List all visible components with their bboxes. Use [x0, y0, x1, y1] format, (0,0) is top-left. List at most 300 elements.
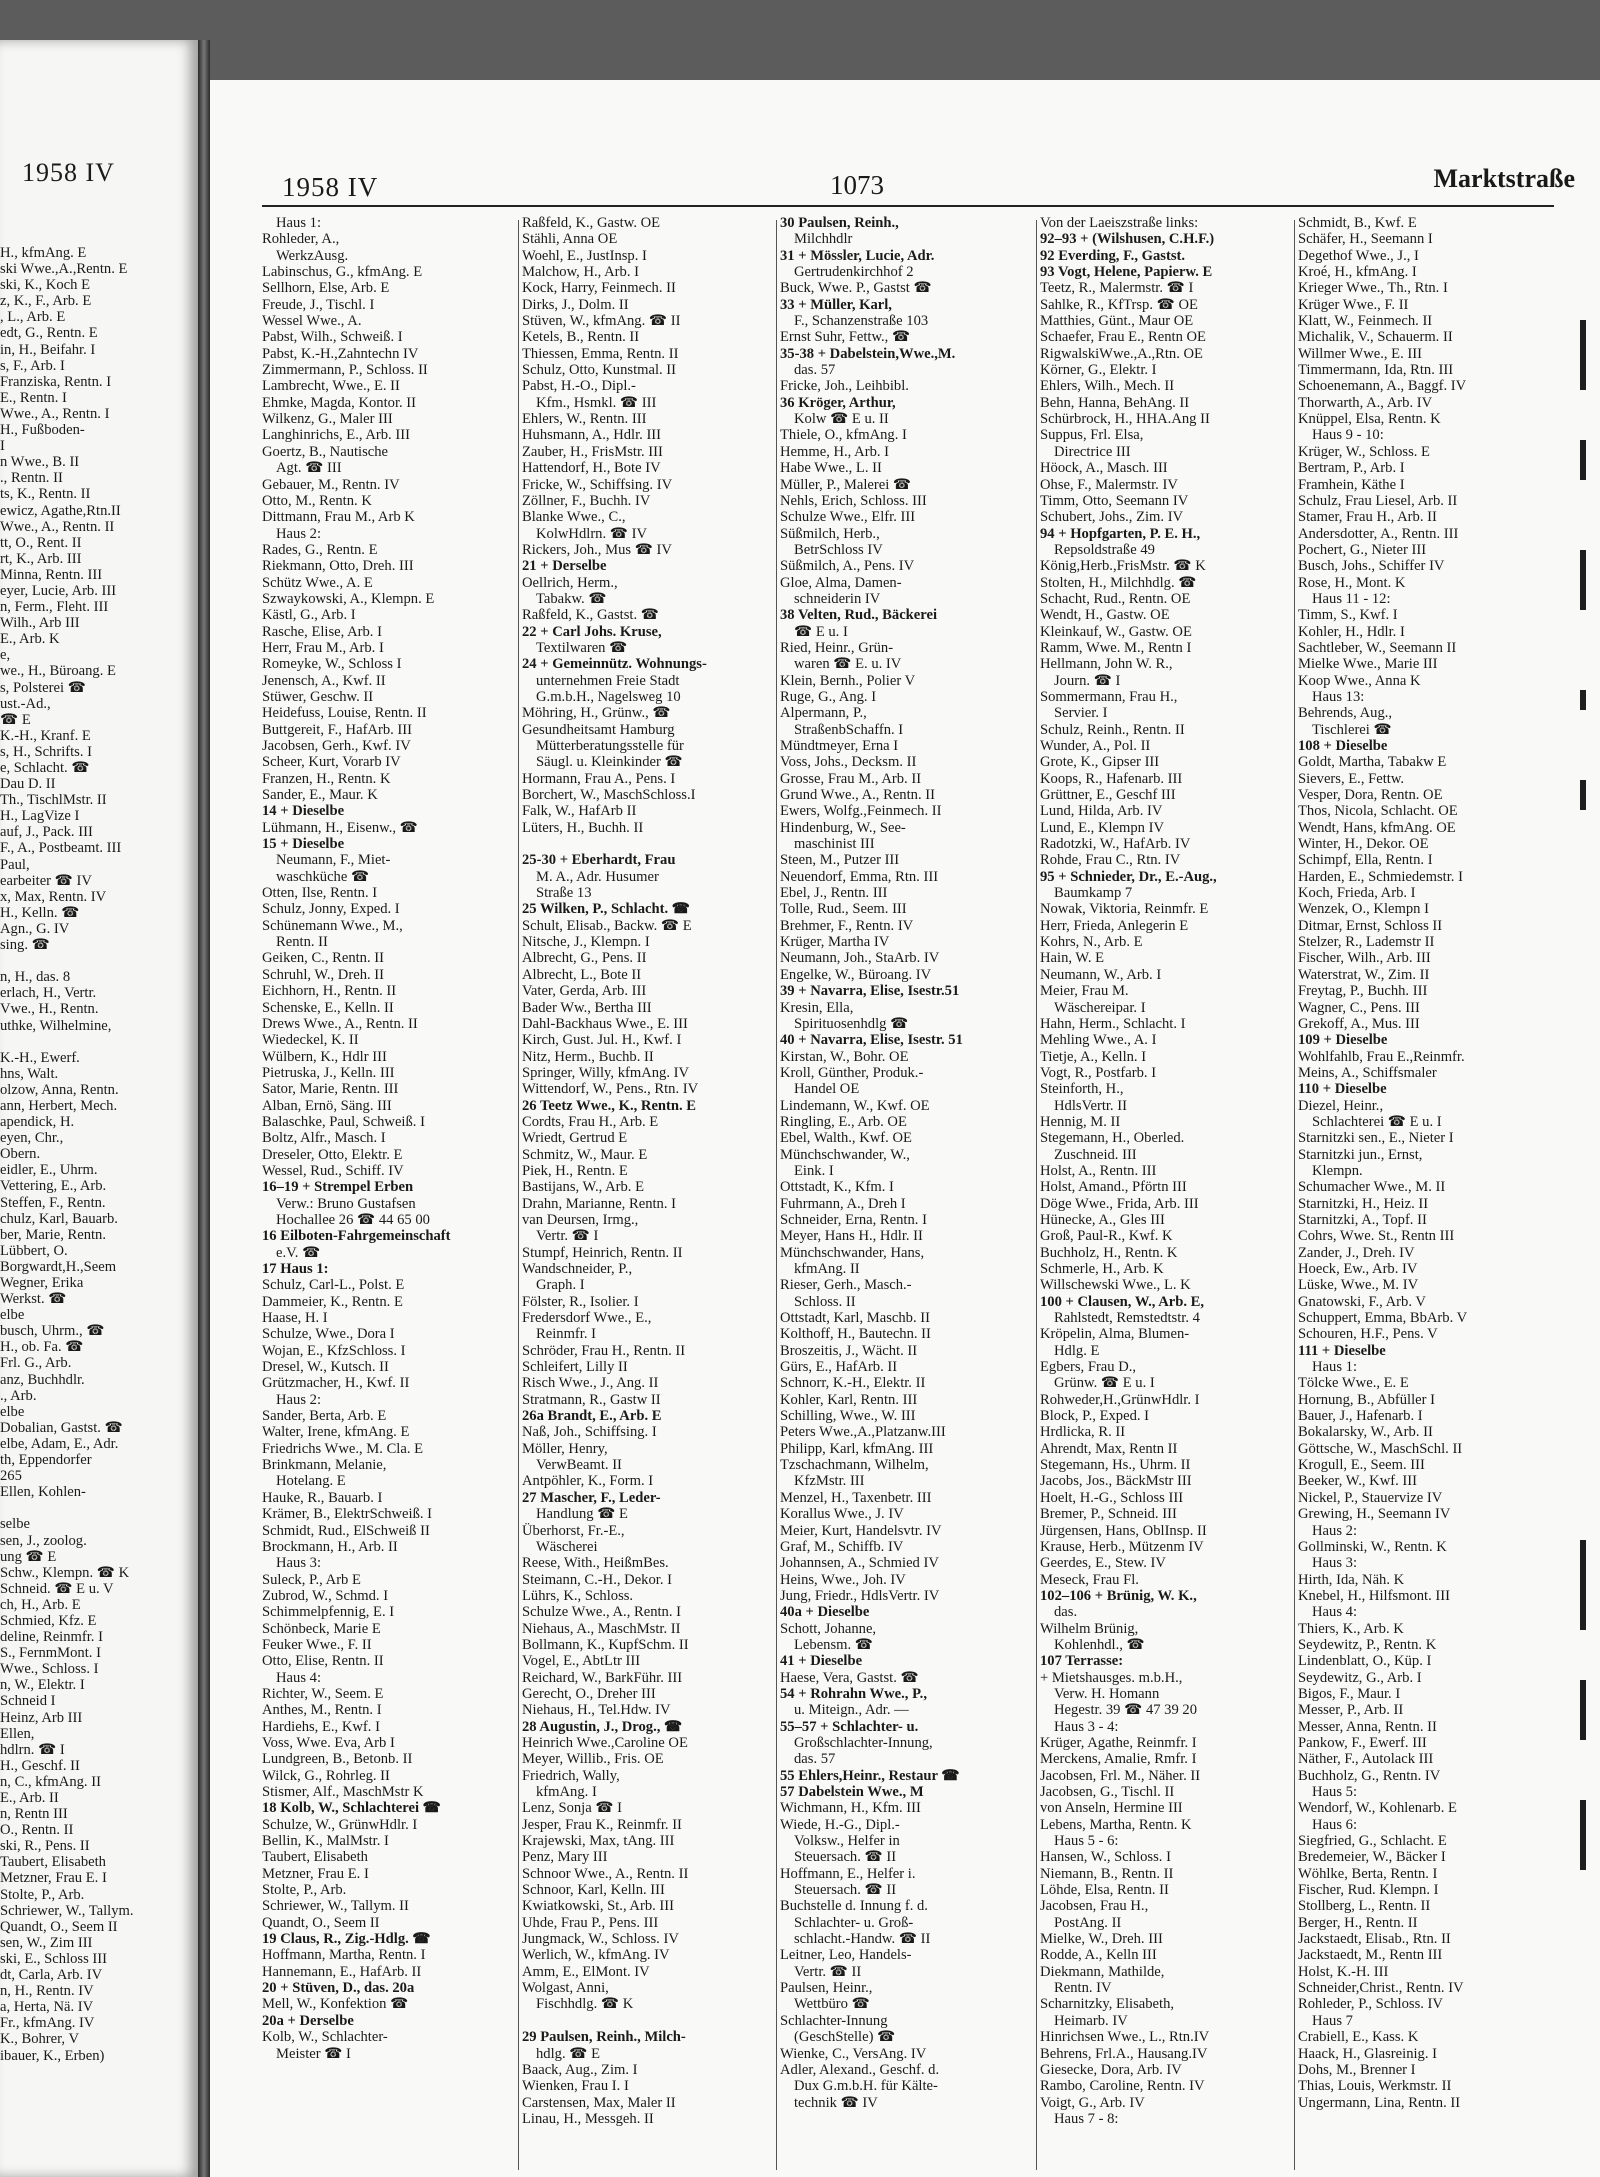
- left-page-line: n, C., kfmAng. II: [0, 1773, 101, 1790]
- directory-entry: Meier, Kurt, Handelsvtr. IV: [780, 1522, 942, 1539]
- directory-entry: Voss, Johs., Decksm. II: [780, 754, 917, 771]
- directory-entry: Nehls, Erich, Schloss. III: [780, 492, 927, 509]
- directory-entry: Mell, W., Konfektion ☎: [262, 1996, 409, 2013]
- directory-entry: Schulz, Reinh., Rentn. II: [1040, 721, 1185, 738]
- directory-entry: Adler, Alexand., Geschf. d.: [780, 2061, 940, 2078]
- directory-entry: Gertrudenkirchhof 2: [794, 264, 914, 281]
- directory-entry: Kroll, Günther, Produk.-: [780, 1064, 924, 1081]
- left-page-line: sen, J., zoolog.: [0, 1532, 87, 1549]
- directory-entry: Haus 2:: [1312, 1522, 1357, 1539]
- left-page-line: H., Geschf. II: [0, 1757, 80, 1774]
- directory-entry: Döge Wwe., Frida, Arb. III: [1040, 1195, 1199, 1212]
- directory-entry: Cohrs, Wwe. St., Rentn III: [1298, 1228, 1455, 1245]
- left-page-line: Agn., G. IV: [0, 920, 70, 937]
- directory-entry: Matthies, Günt., Maur OE: [1040, 313, 1194, 330]
- directory-entry: Rodde, A., Kelln III: [1040, 1947, 1157, 1964]
- directory-entry: Hinrichsen Wwe., L., Rtn.IV: [1040, 2029, 1210, 2046]
- directory-entry: Framhein, Käthe I: [1298, 476, 1405, 493]
- directory-entry: Taubert, Elisabeth: [262, 1849, 368, 1866]
- left-page-line: [0, 1500, 192, 1516]
- directory-entry: Thiele, O., kfmAng. I: [780, 427, 907, 444]
- directory-entry: Jacobs, Jos., BäckMstr III: [1040, 1473, 1192, 1490]
- directory-entry: [522, 2013, 772, 2029]
- directory-entry: Winter, H., Dekor. OE: [1298, 836, 1429, 853]
- directory-entry: F., Schanzenstraße 103: [794, 313, 929, 330]
- directory-entry: Gnatowski, F., Arb. V: [1298, 1293, 1426, 1310]
- directory-entry: Lebensm. ☎: [794, 1636, 873, 1653]
- directory-entry: Otto, Elise, Rentn. II: [262, 1653, 384, 1670]
- directory-entry: Sahlke, R., KfTrsp. ☎ OE: [1040, 296, 1198, 313]
- left-page-line: ust.-Ad.,: [0, 695, 51, 712]
- directory-entry: Schulz, Frau Liesel, Arb. II: [1298, 492, 1458, 509]
- directory-entry: 16–19 + Strempel Erben: [262, 1179, 414, 1196]
- directory-entry: Wendt, H., Gastw. OE: [1040, 607, 1170, 624]
- directory-entry: Timm, Otto, Seemann IV: [1040, 492, 1189, 509]
- column-divider: [1036, 220, 1037, 2170]
- directory-entry: Rieser, Gerh., Masch.-: [780, 1277, 912, 1294]
- directory-entry: Löhde, Elsa, Rentn. II: [1040, 1882, 1169, 1899]
- directory-entry: Pabst, Wilh., Schweiß. I: [262, 329, 403, 346]
- left-page-line: H., ob. Fa. ☎: [0, 1339, 84, 1356]
- directory-entry: Grote, K., Gipser III: [1040, 754, 1160, 771]
- directory-entry: Sander, E., Maur. K: [262, 787, 378, 804]
- directory-entry: Vogel, E., AbtLtr III: [522, 1653, 641, 1670]
- directory-entry: Wichmann, H., Kfm. III: [780, 1800, 921, 1817]
- directory-entry: Meseck, Frau Fl.: [1040, 1571, 1139, 1588]
- directory-entry: 40 + Navarra, Elise, Isestr. 51: [780, 1032, 963, 1049]
- left-page-line: ibauer, K., Erben): [0, 2047, 105, 2064]
- directory-entry: Vertr. ☎ I: [536, 1228, 599, 1245]
- left-page-line: Schneid. ☎ E u. V: [0, 1580, 114, 1597]
- directory-entry: Rickers, Joh., Mus ☎ IV: [522, 541, 672, 558]
- directory-entry: Michalik, V., Schauerm. II: [1298, 329, 1453, 346]
- left-page-line: Franziska, Rentn. I: [0, 373, 112, 390]
- directory-entry: Gollminski, W., Rentn. K: [1298, 1538, 1447, 1555]
- left-page-line: tt, O., Rent. II: [0, 534, 82, 551]
- directory-entry: Freytag, P., Buchh. III: [1298, 983, 1428, 1000]
- directory-entry: Rohde, Frau C., Rtn. IV: [1040, 852, 1181, 869]
- directory-column-4: [1040, 215, 1290, 2175]
- directory-entry: Tischlerei ☎: [1312, 721, 1392, 738]
- page-number: 1073: [830, 170, 884, 200]
- directory-entry: Holst, K.-H. III: [1298, 1963, 1389, 1980]
- directory-entry: Langhinrichs, E., Arb. III: [262, 427, 410, 444]
- directory-entry: Niehaus, A., MaschMstr. II: [522, 1620, 681, 1637]
- directory-entry: Holst, A., Rentn. III: [1040, 1162, 1157, 1179]
- directory-entry: Kohrs, N., Arb. E: [1040, 934, 1143, 951]
- left-page: [0, 40, 198, 2177]
- left-page-line: elbe, Adam, E., Adr.: [0, 1435, 119, 1452]
- directory-entry: Carstensen, Max, Maler II: [522, 2094, 676, 2111]
- directory-entry: Hahn, Herm., Schlacht. I: [1040, 1015, 1186, 1032]
- left-page-line: [0, 1034, 192, 1050]
- directory-entry: Boltz, Alfr., Masch. I: [262, 1130, 386, 1147]
- directory-entry: Schaefer, Frau E., Rentn OE: [1040, 329, 1206, 346]
- left-page-line: Stolte, P., Arb.: [0, 1886, 85, 1903]
- directory-entry: Stähli, Anna OE: [522, 231, 618, 248]
- left-page-line: 265: [0, 1468, 22, 1485]
- directory-entry: Timm, S., Kwf. I: [1298, 607, 1398, 624]
- directory-entry: Knüppel, Elsa, Rentn. K: [1298, 411, 1441, 428]
- directory-entry: Überhorst, Fr.-E.,: [522, 1522, 625, 1539]
- directory-entry: Nickel, P., Stauervize IV: [1298, 1489, 1443, 1506]
- directory-entry: Haus 11 - 12:: [1312, 590, 1391, 607]
- directory-entry: + Mietshausges. m.b.H.,: [1040, 1669, 1183, 1686]
- directory-entry: 18 Kolb, W., Schlachterei ☎: [262, 1800, 441, 1817]
- left-page-line: n, Rentn III: [0, 1806, 68, 1823]
- left-page-line: ski, E., Schloss III: [0, 1950, 108, 1967]
- directory-entry: waschküche ☎: [276, 868, 370, 885]
- directory-entry: Brockmann, H., Arb. II: [262, 1538, 398, 1555]
- directory-entry: Rohleder, A.,: [262, 231, 340, 248]
- directory-entry: 40a + Dieselbe: [780, 1604, 870, 1621]
- directory-entry: Ungermann, Lina, Rentn. II: [1298, 2094, 1461, 2111]
- directory-entry: Grützmacher, H., Kwf. II: [262, 1375, 410, 1392]
- left-page-line: ., Rentn. II: [0, 470, 63, 487]
- left-page-line: O., Rentn. II: [0, 1822, 74, 1839]
- directory-entry: Willmer Wwe., E. III: [1298, 345, 1422, 362]
- directory-entry: Haus 7 - 8:: [1054, 2110, 1119, 2127]
- directory-entry: Menzel, H., Taxenbetr. III: [780, 1489, 932, 1506]
- left-page-line: K.-H., Kranf. E: [0, 727, 91, 744]
- directory-entry: Gürs, E., HafArb. II: [780, 1359, 898, 1376]
- directory-entry: Agt. ☎ III: [276, 460, 342, 477]
- left-page-line: elbe: [0, 1307, 25, 1324]
- directory-entry: 111 + Dieselbe: [1298, 1342, 1386, 1359]
- directory-entry: waren ☎ E. u. IV: [794, 656, 902, 673]
- directory-entry: Merckens, Amalie, Rmfr. I: [1040, 1751, 1197, 1768]
- directory-entry: Jesper, Frau K., Reinmfr. II: [522, 1816, 682, 1833]
- directory-entry: Nowak, Viktoria, Reinmfr. E: [1040, 901, 1209, 918]
- directory-entry: Wunder, A., Pol. II: [1040, 738, 1151, 754]
- directory-entry: Scharnitzky, Elisabeth,: [1040, 1996, 1175, 2013]
- directory-entry: Messer, P., Arb. II: [1298, 1702, 1404, 1719]
- directory-entry: Behrends, Aug.,: [1298, 705, 1393, 722]
- directory-entry: Behn, Hanna, BehAng. II: [1040, 394, 1190, 411]
- directory-entry: Penz, Mary III: [522, 1849, 608, 1866]
- directory-entry: Kock, Harry, Feinmech. II: [522, 280, 676, 297]
- directory-entry: Goertz, B., Nautische: [262, 443, 389, 460]
- left-page-line: K., Bohrer, V: [0, 2031, 79, 2048]
- directory-entry: Knebel, H., Hilfsmont. III: [1298, 1587, 1450, 1604]
- directory-entry: Ramm, Wwe. M., Rentn I: [1040, 639, 1192, 656]
- directory-entry: Tabakw. ☎: [536, 590, 607, 607]
- directory-entry: Bredemeier, W., Bäcker I: [1298, 1849, 1446, 1866]
- directory-entry: technik ☎ IV: [794, 2094, 878, 2111]
- directory-entry: Hoelt, H.-G., Schloss III: [1040, 1489, 1184, 1506]
- directory-entry: Stamer, Frau H., Arb. II: [1298, 509, 1437, 526]
- directory-entry: Schulze Wwe., A., Rentn. I: [522, 1604, 682, 1621]
- directory-entry: Ketels, B., Rentn. II: [522, 329, 640, 346]
- directory-entry: Holst, Amand., Pförtn III: [1040, 1179, 1187, 1196]
- directory-entry: Milchhdlr: [794, 231, 853, 248]
- directory-entry: Dittmann, Frau M., Arb K: [262, 509, 415, 526]
- directory-entry: Falk, W., HafArb II: [522, 803, 637, 820]
- directory-entry: Linau, H., Messgeh. II: [522, 2110, 654, 2127]
- directory-entry: Habe Wwe., L. II: [780, 460, 882, 477]
- directory-entry: Geiken, C., Rentn. II: [262, 950, 384, 967]
- directory-entry: Voss, Wwe. Eva, Arb I: [262, 1734, 395, 1751]
- left-page-line: Dobalian, Gastst. ☎: [0, 1419, 123, 1436]
- directory-entry: Göttsche, W., MaschSchl. II: [1298, 1440, 1463, 1457]
- directory-entry: Broszeitis, J., Wächt. II: [780, 1342, 918, 1359]
- directory-entry: Ringling, E., Arb. OE: [780, 1113, 907, 1130]
- directory-entry: Metzner, Frau E. I: [262, 1865, 369, 1882]
- directory-entry: Rambo, Caroline, Rentn. IV: [1040, 2078, 1205, 2095]
- left-page-line: Schmied, Kfz. E: [0, 1612, 97, 1629]
- directory-entry: Wittendorf, W., Pens., Rtn. IV: [522, 1081, 699, 1098]
- directory-entry: Sator, Marie, Rentn. III: [262, 1081, 399, 1098]
- directory-entry: Brehmer, F., Rentn. IV: [780, 917, 914, 934]
- directory-entry: Otto, M., Rentn. K: [262, 492, 372, 509]
- directory-entry: Neumann, F., Miet-: [276, 852, 391, 869]
- directory-entry: Wohlfahlb, Frau E.,Reinmfr.: [1298, 1048, 1465, 1065]
- left-page-line: hns, Walt.: [0, 1065, 59, 1082]
- directory-entry: 16 Eilboten-Fahrgemeinschaft: [262, 1228, 451, 1245]
- directory-entry: Rasche, Elise, Arb. I: [262, 623, 382, 640]
- directory-entry: Schlachter- u. Groß-: [794, 1914, 914, 1931]
- directory-entry: Bastijans, W., Arb. E: [522, 1179, 645, 1196]
- directory-entry: Bader Ww., Bertha III: [522, 999, 652, 1016]
- directory-entry: Jacobsen, Frl. M., Näher. II: [1040, 1767, 1201, 1784]
- left-page-line: Vwe., H., Rentn.: [0, 1001, 99, 1018]
- directory-entry: Säugl. u. Kleinkinder ☎: [536, 754, 683, 771]
- directory-entry: Suppus, Frl. Elsa,: [1040, 427, 1144, 444]
- directory-entry: Mehling Wwe., A. I: [1040, 1032, 1157, 1049]
- left-page-line: Metzner, Frau E. I: [0, 1870, 107, 1887]
- directory-entry: Fölster, R., Isolier. I: [522, 1293, 639, 1310]
- directory-entry: Philipp, Karl, kfmAng. III: [780, 1440, 934, 1457]
- directory-entry: Walter, Irene, kfmAng. E: [262, 1424, 410, 1441]
- directory-entry: Dohs, M., Brenner I: [1298, 2061, 1416, 2078]
- directory-entry: van Deursen, Irmg.,: [522, 1211, 639, 1228]
- street-title: Marktstraße: [1433, 164, 1575, 193]
- directory-entry: Ruge, G., Ang. I: [780, 688, 877, 705]
- directory-entry: Handlung ☎ E: [536, 1506, 628, 1523]
- directory-entry: M. A., Adr. Husumer: [536, 868, 659, 885]
- directory-entry: Leitner, Leo, Handels-: [780, 1947, 912, 1964]
- directory-entry: 26 Teetz Wwe., K., Rentn. E: [522, 1097, 697, 1114]
- directory-entry: Dammeier, K., Rentn. E: [262, 1293, 403, 1310]
- left-page-line: Schw., Klempn. ☎ K: [0, 1564, 130, 1581]
- directory-entry: Diezel, Heinr.,: [1298, 1097, 1384, 1114]
- directory-entry: Meister ☎ I: [276, 2045, 351, 2062]
- directory-entry: Wessel, Rud., Schiff. IV: [262, 1162, 404, 1179]
- directory-entry: Kirstan, W., Bohr. OE: [780, 1048, 909, 1065]
- directory-entry: Hochallee 26 ☎ 44 65 00: [276, 1211, 430, 1228]
- directory-entry: Gloe, Alma, Damen-: [780, 574, 902, 591]
- left-page-line: F., A., Postbeamt. III: [0, 840, 122, 857]
- directory-entry: KolwHdlrn. ☎ IV: [536, 525, 647, 542]
- left-page-line: ski, R., Pens. II: [0, 1838, 90, 1855]
- directory-entry: Kleinkauf, W., Gastw. OE: [1040, 623, 1192, 640]
- directory-entry: Journ. ☎ I: [1054, 672, 1121, 689]
- directory-entry: 92 Everding, F., Gastst.: [1040, 247, 1186, 264]
- directory-entry: Friedrichs Wwe., M. Cla. E: [262, 1440, 424, 1457]
- directory-entry: Meyer, Hans H., Hdlr. II: [780, 1228, 923, 1245]
- directory-entry: Kohler, Karl, Rentn. III: [780, 1391, 918, 1408]
- directory-entry: RigwalskiWwe.,A.,Rtn. OE: [1040, 345, 1203, 362]
- directory-entry: e.V. ☎: [276, 1244, 321, 1261]
- left-page-line: Ellen,: [0, 1725, 35, 1742]
- directory-entry: Haus 3:: [276, 1555, 321, 1572]
- directory-entry: Bremer, P., Schneid. III: [1040, 1506, 1177, 1523]
- directory-entry: kfmAng. I: [536, 1784, 597, 1800]
- directory-entry: Näther, F., Autolack III: [1298, 1751, 1434, 1768]
- directory-entry: Suleck, P., Arb E: [262, 1571, 361, 1588]
- directory-entry: 25 Wilken, P., Schlacht. ☎: [522, 901, 690, 918]
- directory-entry: Heidefuss, Louise, Rentn. II: [262, 705, 427, 722]
- directory-entry: Schult, Elisab., Backw. ☎ E: [522, 917, 692, 934]
- directory-entry: Haus 5 - 6:: [1054, 1833, 1119, 1850]
- directory-entry: Grünw. ☎ E u. I: [1054, 1375, 1155, 1392]
- directory-entry: Busch, Johs., Schiffer IV: [1298, 558, 1445, 575]
- directory-entry: Goldt, Martha, Tabakw E: [1298, 754, 1447, 771]
- directory-entry: Graf, M., Schiffb. IV: [780, 1538, 904, 1555]
- directory-entry: Thiers, K., Arb. K: [1298, 1620, 1404, 1637]
- directory-entry: kfmAng. II: [794, 1261, 860, 1277]
- directory-entry: Crabiell, E., Kass. K: [1298, 2029, 1419, 2046]
- directory-entry: 22 + Carl Johs. Kruse,: [522, 623, 662, 640]
- directory-entry: hdlg. ☎ E: [536, 2045, 600, 2062]
- directory-entry: Hindenburg, W., See-: [780, 819, 906, 836]
- directory-entry: Hünecke, A., Gles III: [1040, 1211, 1165, 1228]
- directory-entry: KfzMstr. III: [794, 1473, 865, 1490]
- directory-entry: maschinist III: [794, 836, 875, 853]
- directory-entry: Steuersach. ☎ II: [794, 1849, 897, 1866]
- directory-entry: 107 Terrasse:: [1040, 1653, 1124, 1670]
- left-page-line: z, K., F., Arb. E: [0, 293, 92, 310]
- directory-entry: Neumann, Joh., StaArb. IV: [780, 950, 940, 967]
- directory-entry: Seydewitz, P., Rentn. K: [1298, 1636, 1437, 1653]
- directory-entry: Lüske, Wwe., M. IV: [1298, 1277, 1419, 1294]
- left-page-line: olzow, Anna, Rentn.: [0, 1081, 119, 1098]
- directory-entry: Lüters, H., Buchh. II: [522, 819, 644, 836]
- left-page-line: Taubert, Elisabeth: [0, 1854, 106, 1871]
- directory-entry: Schimpf, Ella, Rentn. I: [1298, 852, 1433, 869]
- directory-entry: Schulze, Wwe., Dora I: [262, 1326, 395, 1343]
- directory-entry: Hotelang. E: [276, 1473, 346, 1490]
- directory-entry: 41 + Dieselbe: [780, 1653, 863, 1670]
- directory-entry: Schulze, W., GrünwHdlr. I: [262, 1816, 418, 1833]
- directory-entry: Servier. I: [1054, 705, 1108, 722]
- directory-entry: Malchow, H., Arb. I: [522, 264, 639, 281]
- left-page-line: [0, 953, 192, 969]
- directory-entry: Tietje, A., Kelln. I: [1040, 1048, 1147, 1065]
- directory-entry: Kohler, H., Hdlr. I: [1298, 623, 1405, 640]
- directory-entry: Haus 7: [1312, 2012, 1353, 2029]
- directory-entry: Heins, Wwe., Joh. IV: [780, 1571, 906, 1588]
- directory-entry: Hennig, M. II: [1040, 1113, 1121, 1130]
- directory-entry: Stismer, Alf., MaschMstr K: [262, 1784, 424, 1800]
- left-page-line: Dau D. II: [0, 776, 56, 793]
- left-page-line: ☎ E: [0, 711, 31, 728]
- directory-entry: Starnitzki, H., Heiz. II: [1298, 1195, 1429, 1212]
- left-page-line: E., Rentn. I: [0, 389, 67, 406]
- directory-entry: Drahn, Marianne, Rentn. I: [522, 1195, 676, 1212]
- directory-entry: Hauke, R., Bauarb. I: [262, 1489, 383, 1506]
- directory-entry: Schnorr, K.-H., Elektr. II: [780, 1375, 926, 1392]
- directory-entry: Wriedt, Gertrud E: [522, 1130, 628, 1147]
- directory-entry: 39 + Navarra, Elise, Isestr.51: [780, 983, 960, 1000]
- directory-entry: Fischer, Wilh., Arb. III: [1298, 950, 1431, 967]
- directory-entry: Jacobsen, Gerh., Kwf. IV: [262, 738, 411, 754]
- left-page-line: Wegner, Erika: [0, 1275, 84, 1291]
- directory-entry: Hansen, W., Schloss. I: [1040, 1849, 1171, 1866]
- directory-entry: das. 57: [794, 362, 836, 379]
- directory-entry: unternehmen Freie Stadt: [536, 672, 680, 689]
- left-page-line: e, Schlacht. ☎: [0, 760, 90, 776]
- directory-entry: Möhring, H., Grünw., ☎: [522, 705, 671, 722]
- directory-entry: Krogull, E., Seem. III: [1298, 1457, 1425, 1474]
- directory-entry: Franzen, H., Rentn. K: [262, 770, 391, 787]
- left-page-line: Paul,: [0, 856, 30, 873]
- directory-entry: Hirth, Ida, Näh. K: [1298, 1571, 1405, 1588]
- left-page-line: uthke, Wilhelmine,: [0, 1017, 112, 1034]
- directory-entry: Krüger Wwe., F. II: [1298, 296, 1409, 313]
- left-page-line: Frl. G., Arb.: [0, 1355, 72, 1372]
- directory-entry: Ohse, F., Malermstr. IV: [1040, 476, 1178, 493]
- directory-entry: Jacobsen, Frau H.,: [1040, 1898, 1149, 1915]
- directory-entry: Zimmermann, P., Schloss. II: [262, 362, 428, 379]
- left-page-line: hdlrn. ☎ I: [0, 1741, 65, 1758]
- directory-entry: Pochert, G., Nieter III: [1298, 541, 1427, 558]
- directory-entry: Jürgensen, Hans, OblInsp. II: [1040, 1522, 1207, 1539]
- left-page-line: H., Fußboden-: [0, 422, 85, 439]
- left-page-line: Steffen, F., Rentn.: [0, 1194, 106, 1211]
- directory-entry: Fredersdorf Wwe., E.,: [522, 1310, 652, 1327]
- left-page-line: s, F., Arb. I: [0, 357, 65, 374]
- directory-entry: Schönbeck, Marie E: [262, 1620, 381, 1637]
- directory-entry: Amm, E., ElMont. IV: [522, 1963, 650, 1980]
- directory-entry: Stüven, W., kfmAng. ☎ II: [522, 313, 681, 330]
- directory-entry: Wiede, H.-G., Dipl.-: [780, 1816, 900, 1833]
- directory-entry: Gebauer, M., Rentn. IV: [262, 476, 400, 493]
- directory-entry: Lühmann, H., Eisenw., ☎: [262, 819, 418, 836]
- directory-entry: Schmidt, Rud., ElSchweiß II: [262, 1522, 430, 1539]
- directory-entry: Wienke, C., VersAng. IV: [780, 2045, 927, 2062]
- directory-entry: Volksw., Helfer in: [794, 1833, 900, 1850]
- directory-entry: Grund Wwe., A., Rentn. II: [780, 787, 935, 804]
- directory-entry: Wandschneider, P.,: [522, 1261, 633, 1277]
- directory-entry: Schmitz, W., Maur. E: [522, 1146, 648, 1163]
- directory-entry: Schulz, Otto, Kunstmal. II: [522, 362, 677, 379]
- directory-entry: Graph. I: [536, 1277, 585, 1294]
- directory-entry: Zöllner, F., Buchh. IV: [522, 492, 651, 509]
- directory-entry: Hannemann, E., HafArb. II: [262, 1963, 422, 1980]
- directory-entry: Starnitzki sen., E., Nieter I: [1298, 1130, 1454, 1147]
- directory-entry: Wolgast, Anni,: [522, 1980, 609, 1997]
- directory-entry: Krajewski, Max, tAng. III: [522, 1833, 675, 1850]
- directory-entry: Haack, H., Glasreinig. I: [1298, 2045, 1437, 2062]
- directory-entry: Romeyke, W., Schloss I: [262, 656, 402, 673]
- directory-entry: 93 Vogt, Helene, Papierw. E: [1040, 264, 1213, 281]
- directory-entry: Kolw ☎ E u. II: [794, 411, 889, 428]
- directory-entry: Dresel, W., Kutsch. II: [262, 1359, 389, 1376]
- directory-entry: Berger, H., Rentn. II: [1298, 1914, 1418, 1931]
- directory-entry: Starnitzki, A., Topf. II: [1298, 1211, 1427, 1228]
- left-page-line: Schriewer, W., Tallym.: [0, 1902, 134, 1919]
- left-page-line: n, Ferm., Fleht. III: [0, 599, 109, 616]
- directory-entry: Radotzki, W., HafArb. IV: [1040, 836, 1191, 853]
- left-page-line: s, Polsterei ☎: [0, 679, 86, 696]
- directory-entry: Stüwer, Geschw. II: [262, 688, 374, 705]
- directory-entry: schlacht.-Handw. ☎ II: [794, 1931, 931, 1948]
- column-divider: [776, 220, 777, 2170]
- directory-entry: Stelzer, R., Lademstr II: [1298, 934, 1435, 951]
- directory-entry: Lindenblatt, O., Küp. I: [1298, 1653, 1432, 1670]
- directory-entry: 95 + Schnieder, Dr., E.-Aug.,: [1040, 868, 1217, 885]
